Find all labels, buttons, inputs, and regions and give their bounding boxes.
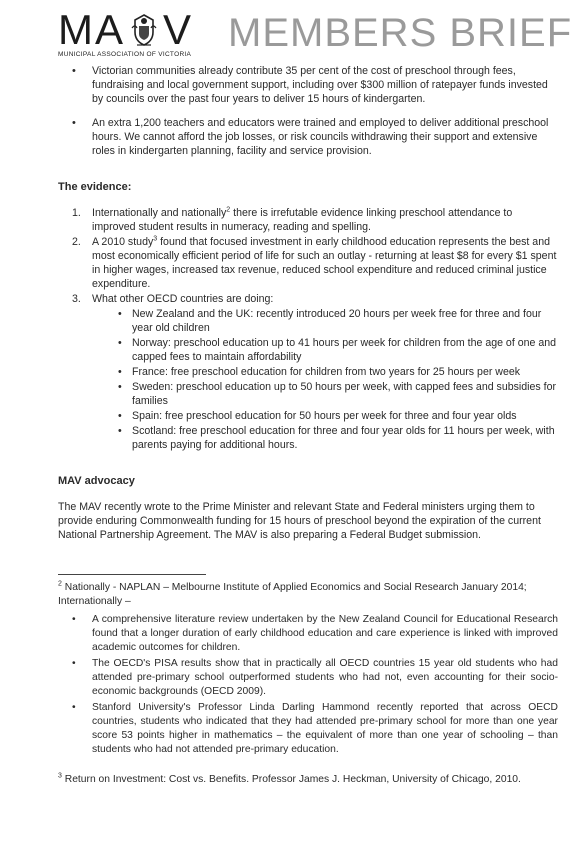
item-number: 2.: [72, 236, 81, 248]
evidence-heading: The evidence:: [58, 181, 132, 193]
logo-text-left: MA: [58, 6, 125, 53]
footnote-text: Return on Investment: Cost vs. Benefits. Professor James J. Heckman, University of Chicago, 2010.: [61, 774, 521, 785]
evidence-item-1: [58, 206, 558, 234]
advocacy-heading: MAV advocacy: [58, 475, 135, 487]
footnote-marker: 2: [58, 580, 62, 588]
item-text: Internationally and nationally: [92, 207, 227, 219]
country-item: • New Zealand and the UK: recently introduced 20 hours per week free for three and four year old children: [92, 307, 558, 335]
evidence-list: [58, 206, 558, 452]
logo-subtitle: MUNICIPAL ASSOCIATION OF VICTORIA: [58, 51, 192, 58]
footnote-bullet: • Stanford University's Professor Linda Darling Hammond recently reported that across OECD countries, students who indicated that they had attended pre-primary school for more than one year score 53 points higher in mathematics – the equivalent of more than one year of schooling – than students who had not attended pre-primary education.: [58, 701, 558, 757]
footnote-2: [58, 581, 558, 609]
footnote-ref: 3: [153, 235, 158, 243]
item-number: 3.: [72, 293, 81, 305]
logo-text-right: V: [163, 6, 194, 53]
intro-bullet-list: [58, 64, 558, 158]
footnote-bullet: • The OECD's PISA results show that in practically all OECD countries 15 year old students who had attended pre-primary school outperformed students who had not, even accounting for their socio-economic backgrounds (OECD 2009).: [58, 657, 558, 699]
evidence-item-2: [58, 235, 558, 291]
members-brief-title: MEMBERS BRIEF: [228, 11, 573, 55]
footnote-2-bullets: [58, 613, 558, 757]
footnote-ref: 2: [226, 206, 231, 214]
footnote-3: [58, 773, 558, 787]
footnote-bullet: • A comprehensive literature review undertaken by the New Zealand Council for Educational Research found that a longer duration of early childhood education and care experience is linked with improved academic outcomes for children.: [58, 613, 558, 655]
country-item: • Norway: preschool education up to 41 hours per week for children from the age of one and capped fees to maintain affordability: [92, 336, 558, 364]
country-item: • Sweden: preschool education up to 50 hours per week, with capped fees and subsidies for families: [92, 380, 558, 408]
item-text: found that focused investment in early childhood education represents the best and most economically efficient period of life for such an outlay - returning at least $8 for every $1 spent in higher wages, increased tax revenue, reduced school expenditure and reduced criminal justice expenditure.: [92, 236, 557, 290]
item-text: A 2010 study: [92, 236, 154, 248]
intro-bullet: • Victorian communities already contribute 35 per cent of the cost of preschool through fees, fundraising and local government support, including over $300 million of ratepayer funds invested by councils over the past four years to deliver 15 hours of kindergarten.: [58, 64, 558, 106]
footnote-divider: [58, 574, 206, 575]
item-text: there is irrefutable evidence linking preschool attendance to improved student results in numeracy, reading and spelling.: [92, 207, 513, 233]
oecd-country-list: [92, 307, 558, 452]
item-number: 1.: [72, 207, 81, 219]
crest-icon: [129, 12, 159, 48]
footnote-text: Nationally - NAPLAN – Melbourne Institute of Applied Economics and Social Research January 2014; Internationally –: [58, 582, 527, 607]
footnote-marker: 3: [58, 772, 62, 780]
mav-logo: [58, 8, 193, 52]
country-item: • Spain: free preschool education for 50 hours per week for three and four year olds: [92, 409, 558, 423]
evidence-item-3: [58, 292, 558, 452]
item-text: What other OECD countries are doing:: [92, 293, 274, 305]
country-item: • Scotland: free preschool education for three and four year olds for 11 hours per week, with parents paying for additional hours.: [92, 424, 558, 452]
footnotes: [58, 574, 558, 787]
advocacy-paragraph: The MAV recently wrote to the Prime Minister and relevant State and Federal ministers urging them to provide enduring Commonwealth funding for 15 hours of preschool beyond the expiration of the current National Partnership Agreement. The MAV is also preparing a Federal Budget submission.: [58, 501, 541, 541]
country-item: • France: free preschool education for children from two years for 25 hours per week: [92, 365, 558, 379]
intro-bullet: • An extra 1,200 teachers and educators were trained and employed to deliver additional preschool hours. We cannot afford the job losses, or risk councils withdrawing their support and extensive roles in kindergarten planning, facility and service provision.: [58, 116, 558, 158]
page-header: [58, 6, 573, 64]
main-content: [58, 64, 558, 542]
